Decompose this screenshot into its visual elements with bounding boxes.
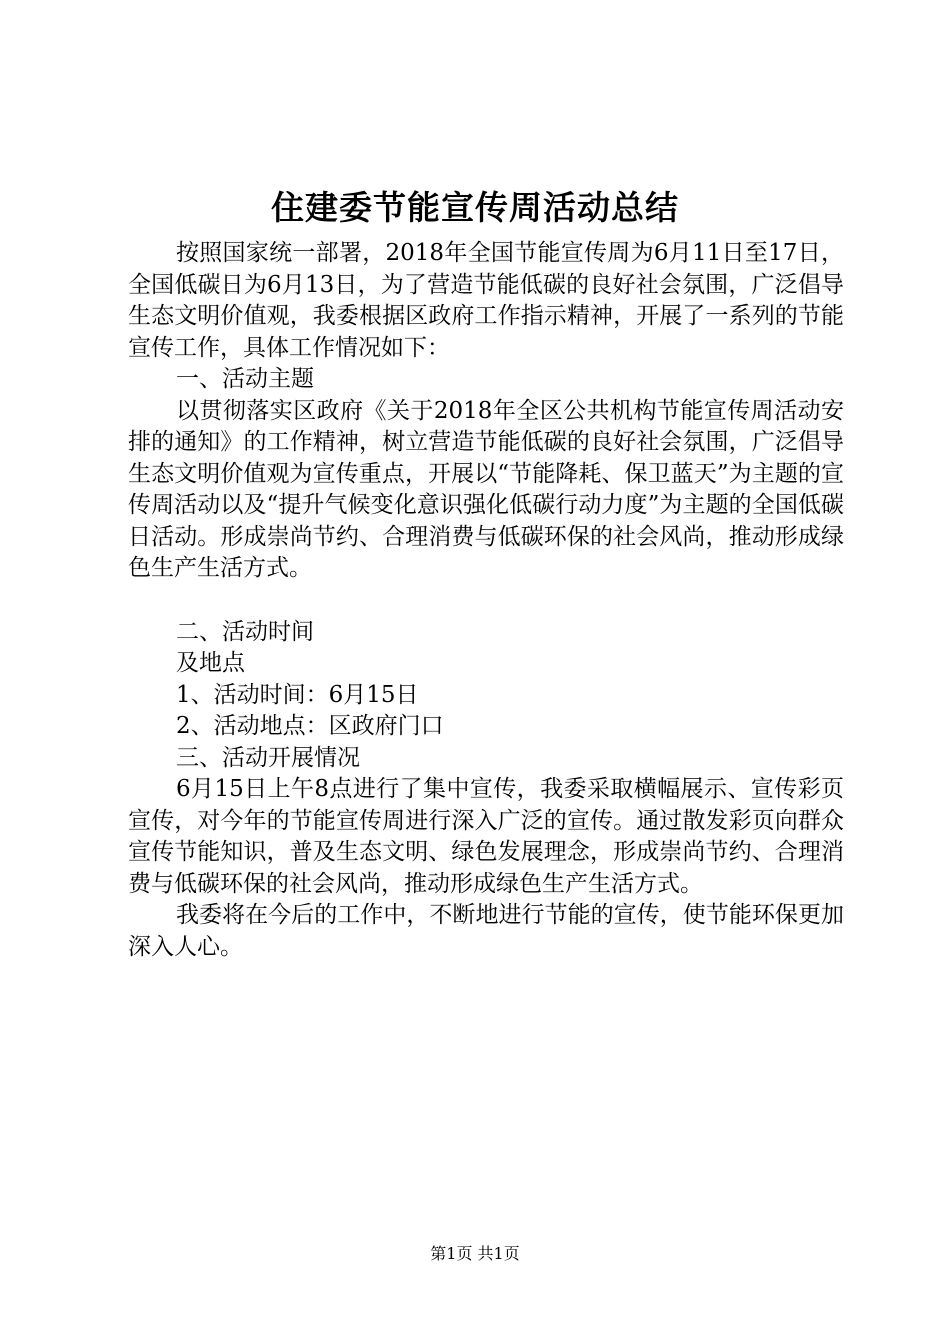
situation-paragraph: 6月15日上午8点进行了集中宣传，我委采取横幅展示、宣传彩页宣传，对今年的节能宣传周进行深入广泛的宣传。通过散发彩页向群众宣传节能知识，普及生态文明、绿色发展理念，形成崇尚节约、合理消费与低碳环保的社会风尚，推动形成绿色生产生活方式。	[128, 776, 844, 897]
closing-paragraph: 我委将在今后的工作中，不断地进行节能的宣传，使节能环保更加深入人心。	[128, 902, 844, 960]
blank-line	[128, 585, 844, 617]
section-heading-theme: 一、活动主题	[176, 366, 314, 392]
activity-place-item: 2、活动地点：区政府门口	[176, 713, 444, 739]
section-heading-situation: 三、活动开展情况	[176, 744, 360, 771]
section-heading-time: 二、活动时间	[176, 618, 314, 645]
activity-time-item: 1、活动时间：6月15日	[176, 681, 419, 708]
intro-paragraph: 按照国家统一部署，2018年全国节能宣传周为6月11日至17日，全国低碳日为6月13日，为了营造节能低碳的良好社会氛围，广泛倡导生态文明价值观，我委根据区政府工作指示精神，开展了一系列的节能宣传工作，具体工作情况如下：	[128, 240, 844, 361]
document-body	[128, 238, 844, 963]
document-title: 住建委节能宣传周活动总结	[271, 188, 679, 227]
page-number-footer: 第1页 共1页	[430, 1244, 520, 1263]
section-heading-place: 及地点	[176, 650, 245, 676]
theme-paragraph: 以贯彻落实区政府《关于2018年全区公共机构节能宣传周活动安排的通知》的工作精神，树立营造节能低碳的良好社会氛围，广泛倡导生态文明价值观为宣传重点，开展以“节能降耗、保卫蓝天”为主题的宣传周活动以及“提升气候变化意识强化低碳行动力度”为主题的全国低碳日活动。形成崇尚节约、合理消费与低碳环保的社会风尚，推动形成绿色生产生活方式。	[128, 397, 844, 581]
